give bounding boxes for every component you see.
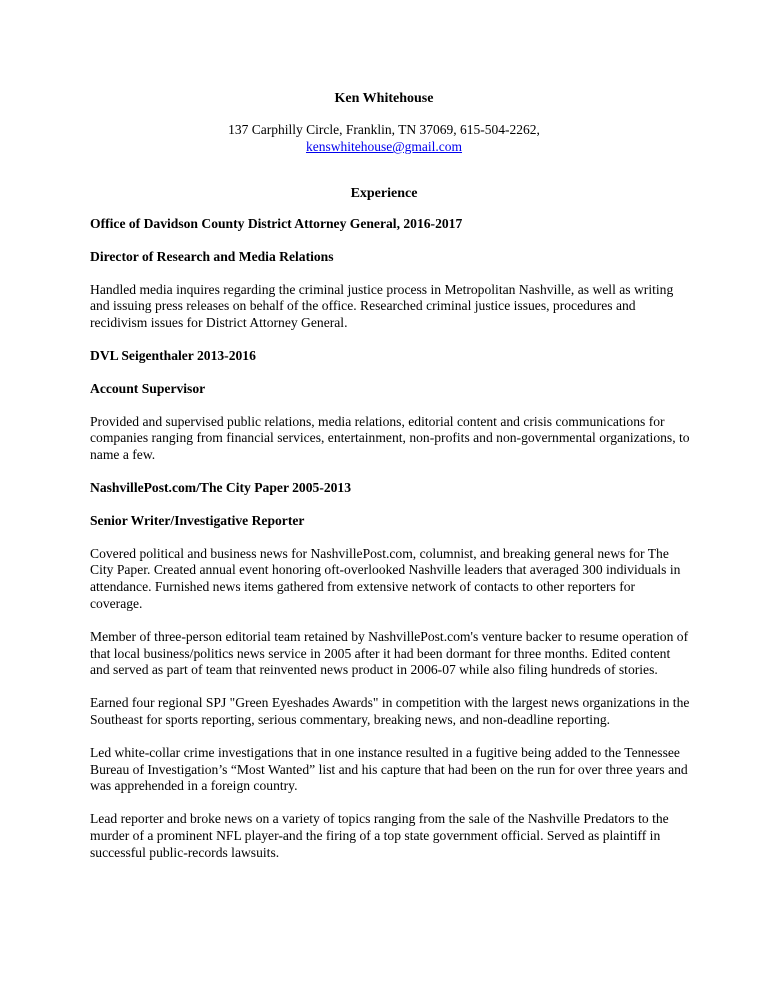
job-entry — [90, 216, 690, 332]
job-description: Member of three-person editorial team retained by NashvillePost.com's venture backer to resume operation of that local business/politics news service in 2005 after it had been dormant for three months. Edited content and served as part of team that reinvented news product in 2006-07 while also filing hundreds of stories. — [90, 628, 689, 678]
job-description: Lead reporter and broke news on a variety of topics ranging from the sale of the Nashville Predators to the murder of a prominent NFL player-and the firing of a top state government official. Served as plaintiff in successful public-records lawsuits. — [90, 811, 669, 860]
email-link[interactable]: kenswhitehouse@gmail.com — [305, 139, 463, 154]
job-title: Account Supervisor — [90, 380, 206, 396]
experience-heading: Experience — [350, 186, 418, 201]
job-description: Provided and supervised public relations, media relations, editorial content and crisis communications for companies ranging from financial services, entertainment, non-profits and non-governmental organizations, to name a few. — [90, 413, 690, 463]
job-title: Director of Research and Media Relations — [90, 248, 334, 264]
job-description: Covered political and business news for NashvillePost.com, columnist, and breaking general news for The City Paper. Created annual event honoring oft-overlooked Nashville leaders that averaged 300 individuals in attendance. Furnished news items gathered from extensive network of contacts to other reporters for coverage. — [90, 545, 681, 611]
job-title: Senior Writer/Investigative Reporter — [90, 512, 305, 528]
contact-email-line — [0, 138, 768, 156]
job-employer: DVL Seigenthaler 2013-2016 — [90, 347, 256, 363]
job-entry — [90, 348, 690, 464]
job-employer: Office of Davidson County District Attorney General, 2016-2017 — [90, 216, 463, 231]
applicant-name: Ken Whitehouse — [334, 91, 434, 106]
experience-section — [90, 216, 690, 878]
job-description: Earned four regional SPJ "Green Eyeshades Awards" in competition with the largest news organizations in the Southeast for sports reporting, serious commentary, breaking news, and non-deadline reporting. — [90, 695, 690, 727]
contact-address: 137 Carphilly Circle, Franklin, TN 37069, 615-504-2262, — [228, 122, 540, 137]
job-employer: NashvillePost.com/The City Paper 2005-2013 — [90, 479, 352, 495]
job-description: Handled media inquires regarding the criminal justice process in Metropolitan Nashville, as well as writing and issuing press releases on behalf of the office. Researched criminal justice issues, procedures and recidivism issues for District Attorney General. — [90, 281, 674, 331]
job-description: Led white-collar crime investigations that in one instance resulted in a fugitive being added to the Tennessee Bureau of Investigation’s “Most Wanted” list and his capture that had been on the run for over three years and was apprehended in a foreign country. — [90, 744, 688, 794]
job-entry — [90, 480, 690, 862]
